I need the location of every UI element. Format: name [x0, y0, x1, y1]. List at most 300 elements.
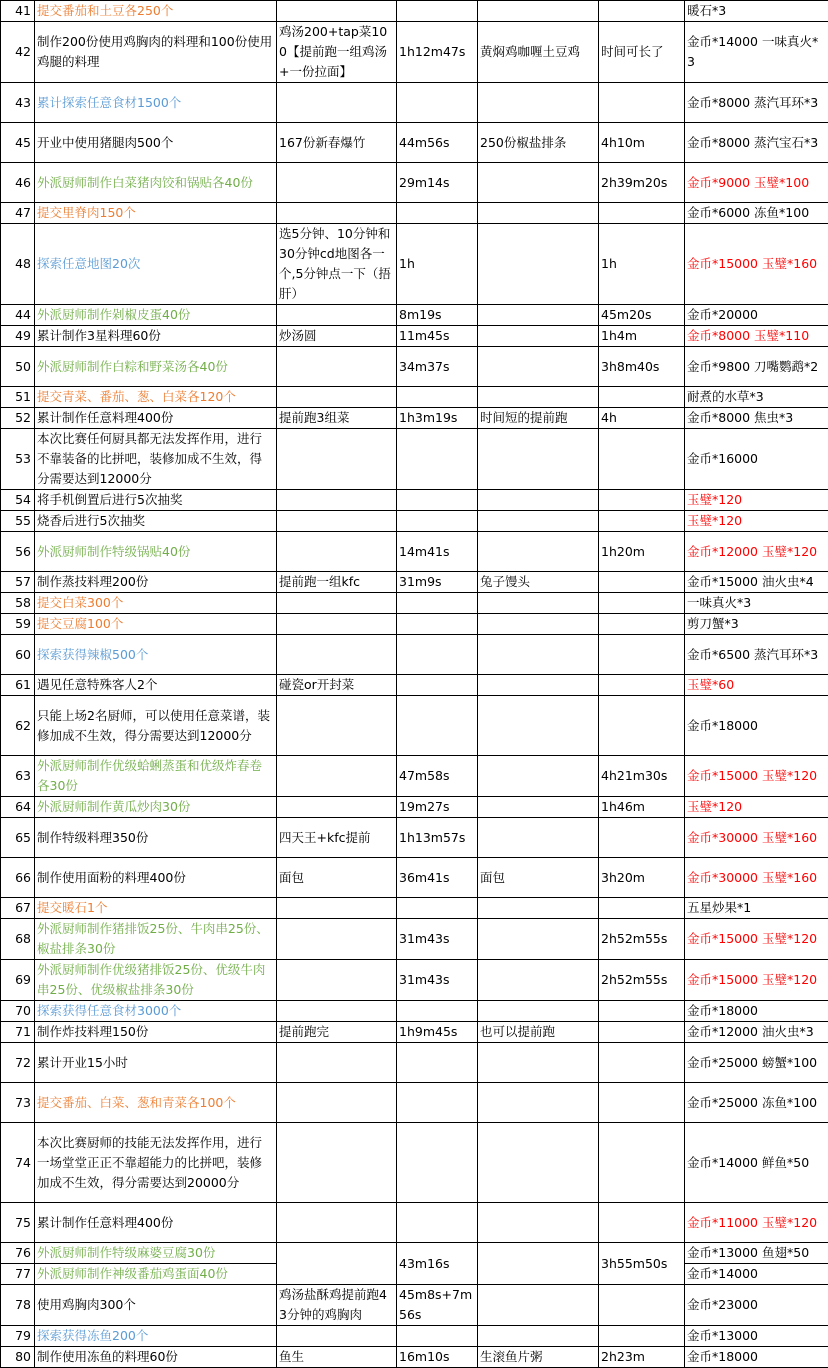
task-reward: 金币*15000 玉璧*160 [685, 224, 828, 305]
task-time-1: 1h12m47s [397, 22, 478, 83]
task-time-1 [397, 898, 478, 919]
task-number: 47 [1, 203, 35, 224]
table-row [1, 305, 828, 326]
task-time-2 [599, 572, 685, 593]
task-number: 52 [1, 408, 35, 429]
task-time-2 [599, 818, 685, 858]
task-time-1: 8m19s [397, 305, 478, 326]
task-reward: 耐煮的水草*3 [685, 387, 828, 408]
task-time-1: 1h13m57s [397, 818, 478, 858]
task-description: 外派厨师制作剁椒皮蛋40份 [35, 305, 277, 326]
task-description: 提交白菜300个 [35, 593, 277, 614]
task-time-1: 31m9s [397, 572, 478, 593]
task-time-2 [599, 1326, 685, 1347]
task-time-2 [599, 593, 685, 614]
task-method [277, 429, 397, 490]
task-method: 选5分钟、10分钟和30分钟cd地图各一个,5分钟点一下（捂肝） [277, 224, 397, 305]
task-description: 外派厨师制作优级猪排饭25份、优级牛肉串25份、优级椒盐排条30份 [35, 960, 277, 1001]
task-reward: 金币*14000 一味真火*3 [685, 22, 828, 83]
task-note [478, 756, 599, 797]
task-number: 41 [1, 1, 35, 22]
task-time-2: 1h20m [599, 532, 685, 572]
task-time-2 [599, 1022, 685, 1043]
task-description: 累计制作3星料理60份 [35, 326, 277, 347]
task-time-2: 2h52m55s [599, 960, 685, 1001]
table-row [1, 532, 828, 572]
task-description: 遇见任意特殊客人2个 [35, 675, 277, 696]
task-time-2: 1h4m [599, 326, 685, 347]
task-number: 43 [1, 83, 35, 123]
task-note [478, 1243, 599, 1285]
task-method: 碰瓷or开封菜 [277, 675, 397, 696]
task-number: 70 [1, 1001, 35, 1022]
task-note [478, 1083, 599, 1123]
task-time-1: 31m43s [397, 919, 478, 960]
task-note [478, 490, 599, 511]
table-row [1, 1043, 828, 1083]
task-time-2 [599, 511, 685, 532]
task-method [277, 490, 397, 511]
task-reward: 金币*25000 螃蟹*100 [685, 1043, 828, 1083]
table-row [1, 163, 828, 203]
task-method [277, 614, 397, 635]
task-note [478, 1043, 599, 1083]
task-description: 外派厨师制作优级蛤蜊蒸蛋和优级炸春卷各30份 [35, 756, 277, 797]
task-number: 80 [1, 1347, 35, 1368]
task-time-1 [397, 1326, 478, 1347]
table-row [1, 123, 828, 163]
task-number: 71 [1, 1022, 35, 1043]
task-time-2: 4h [599, 408, 685, 429]
task-reward: 金币*8000 玉璧*110 [685, 326, 828, 347]
task-time-1: 47m58s [397, 756, 478, 797]
task-method [277, 797, 397, 818]
task-description: 开业中使用猪腿肉500个 [35, 123, 277, 163]
task-reward: 金币*18000 [685, 1001, 828, 1022]
table-row [1, 1001, 828, 1022]
task-number: 46 [1, 163, 35, 203]
task-number: 62 [1, 696, 35, 756]
table-row [1, 1, 828, 22]
task-time-1: 44m56s [397, 123, 478, 163]
task-time-2 [599, 1001, 685, 1022]
task-time-1: 34m37s [397, 347, 478, 387]
task-method [277, 203, 397, 224]
task-number: 61 [1, 675, 35, 696]
task-description: 本次比赛任何厨具都无法发挥作用，进行不靠装备的比拼吧，装修加成不生效，得分需要达到12000分 [35, 429, 277, 490]
task-note: 时间短的提前跑 [478, 408, 599, 429]
task-time-2: 时间可长了 [599, 22, 685, 83]
table-row [1, 387, 828, 408]
task-description: 累计开业15小时 [35, 1043, 277, 1083]
table-row [1, 203, 828, 224]
table-row [1, 347, 828, 387]
task-time-2: 3h55m50s [599, 1243, 685, 1285]
task-method [277, 1, 397, 22]
task-description: 累计探索任意食材1500个 [35, 83, 277, 123]
task-number: 56 [1, 532, 35, 572]
task-time-1 [397, 1203, 478, 1243]
task-time-2 [599, 675, 685, 696]
task-description: 外派厨师制作神级番茄鸡蛋面40份 [35, 1264, 277, 1285]
table-row [1, 224, 828, 305]
task-reward: 金币*25000 冻鱼*100 [685, 1083, 828, 1123]
task-description: 累计制作任意料理400份 [35, 408, 277, 429]
task-note [478, 163, 599, 203]
task-description: 本次比赛厨师的技能无法发挥作用，进行一场堂堂正正不靠超能力的比拼吧，装修加成不生效，得分需要达到20000分 [35, 1123, 277, 1203]
task-reward: 金币*15000 玉璧*120 [685, 960, 828, 1001]
task-reward: 金币*18000 [685, 1347, 828, 1368]
task-time-1: 11m45s [397, 326, 478, 347]
task-method [277, 1203, 397, 1243]
task-number: 42 [1, 22, 35, 83]
task-note [478, 797, 599, 818]
task-number: 60 [1, 635, 35, 675]
task-number: 53 [1, 429, 35, 490]
task-note [478, 818, 599, 858]
table-row [1, 858, 828, 898]
task-time-1: 19m27s [397, 797, 478, 818]
table-row [1, 635, 828, 675]
task-time-2 [599, 1043, 685, 1083]
task-number: 73 [1, 1083, 35, 1123]
task-note [478, 203, 599, 224]
task-number: 58 [1, 593, 35, 614]
task-method [277, 1243, 397, 1285]
task-method: 四天王+kfc提前 [277, 818, 397, 858]
task-time-2 [599, 387, 685, 408]
task-number: 50 [1, 347, 35, 387]
task-description: 提交番茄和土豆各250个 [35, 1, 277, 22]
task-description: 累计制作任意料理400份 [35, 1203, 277, 1243]
task-time-2 [599, 83, 685, 123]
task-number: 63 [1, 756, 35, 797]
task-description: 探索获得任意食材3000个 [35, 1001, 277, 1022]
task-method [277, 347, 397, 387]
task-note [478, 898, 599, 919]
task-reward: 金币*12000 油火虫*3 [685, 1022, 828, 1043]
task-number: 57 [1, 572, 35, 593]
task-note [478, 387, 599, 408]
task-note: 250份椒盐排条 [478, 123, 599, 163]
task-time-1 [397, 1043, 478, 1083]
task-reward: 金币*20000 [685, 305, 828, 326]
task-reward: 暖石*3 [685, 1, 828, 22]
task-description: 烧香后进行5次抽奖 [35, 511, 277, 532]
task-time-2: 45m20s [599, 305, 685, 326]
task-time-1 [397, 1083, 478, 1123]
task-time-2 [599, 614, 685, 635]
task-reward: 金币*11000 玉璧*120 [685, 1203, 828, 1243]
task-note [478, 675, 599, 696]
task-description: 制作炸技料理150份 [35, 1022, 277, 1043]
task-number: 51 [1, 387, 35, 408]
task-reward: 金币*30000 玉璧*160 [685, 858, 828, 898]
task-note [478, 593, 599, 614]
task-reward: 金币*8000 焦虫*3 [685, 408, 828, 429]
table-row [1, 572, 828, 593]
task-description: 外派厨师制作猪排饭25份、牛肉串25份、椒盐排条30份 [35, 919, 277, 960]
task-description: 只能上场2名厨师，可以使用任意菜谱，装修加成不生效，得分需要达到12000分 [35, 696, 277, 756]
task-time-2: 1h46m [599, 797, 685, 818]
task-description: 外派厨师制作特级麻婆豆腐30份 [35, 1243, 277, 1264]
task-number: 75 [1, 1203, 35, 1243]
task-time-2: 4h21m30s [599, 756, 685, 797]
task-method: 面包 [277, 858, 397, 898]
task-reward: 金币*16000 [685, 429, 828, 490]
task-time-2 [599, 1203, 685, 1243]
table-row [1, 675, 828, 696]
task-reward: 玉璧*120 [685, 490, 828, 511]
task-number: 72 [1, 1043, 35, 1083]
task-method [277, 898, 397, 919]
task-method [277, 1123, 397, 1203]
task-note [478, 960, 599, 1001]
task-description: 制作200份使用鸡胸肉的料理和100份使用鸡腿的料理 [35, 22, 277, 83]
task-number: 78 [1, 1285, 35, 1326]
task-note [478, 1285, 599, 1326]
table-row [1, 1285, 828, 1326]
task-time-1: 1h3m19s [397, 408, 478, 429]
task-time-1: 31m43s [397, 960, 478, 1001]
task-method [277, 305, 397, 326]
task-number: 54 [1, 490, 35, 511]
task-time-1 [397, 614, 478, 635]
task-method [277, 919, 397, 960]
task-reward: 金币*13000 [685, 1326, 828, 1347]
task-note [478, 511, 599, 532]
task-note [478, 347, 599, 387]
task-number: 45 [1, 123, 35, 163]
task-number: 69 [1, 960, 35, 1001]
task-note [478, 635, 599, 675]
table-row [1, 1083, 828, 1123]
task-reward: 一味真火*3 [685, 593, 828, 614]
task-method [277, 635, 397, 675]
task-description: 制作使用冻鱼的料理60份 [35, 1347, 277, 1368]
task-method [277, 756, 397, 797]
task-number: 48 [1, 224, 35, 305]
task-note [478, 1203, 599, 1243]
task-method [277, 696, 397, 756]
task-reward: 金币*15000 玉璧*120 [685, 756, 828, 797]
task-reward: 玉璧*120 [685, 511, 828, 532]
task-description: 制作使用面粉的料理400份 [35, 858, 277, 898]
task-note [478, 1123, 599, 1203]
task-method: 炒汤圆 [277, 326, 397, 347]
task-description: 提交青菜、番茄、葱、白菜各120个 [35, 387, 277, 408]
task-method: 提前跑完 [277, 1022, 397, 1043]
table-row [1, 696, 828, 756]
task-description: 提交番茄、白菜、葱和青菜各100个 [35, 1083, 277, 1123]
task-method: 鱼生 [277, 1347, 397, 1368]
task-method: 鸡汤200+tap菜100【提前跑一组鸡汤+一份拉面】 [277, 22, 397, 83]
table-row [1, 797, 828, 818]
task-description: 制作蒸技料理200份 [35, 572, 277, 593]
task-time-1 [397, 696, 478, 756]
task-time-1 [397, 387, 478, 408]
task-reward: 剪刀蟹*3 [685, 614, 828, 635]
task-number: 68 [1, 919, 35, 960]
table-row [1, 1347, 828, 1368]
task-note [478, 532, 599, 572]
task-note: 生滚鱼片粥 [478, 1347, 599, 1368]
task-time-2: 2h23m [599, 1347, 685, 1368]
table-row [1, 614, 828, 635]
task-number: 79 [1, 1326, 35, 1347]
task-reward: 金币*23000 [685, 1285, 828, 1326]
task-note [478, 305, 599, 326]
task-number: 55 [1, 511, 35, 532]
task-time-1 [397, 490, 478, 511]
task-note [478, 1001, 599, 1022]
task-method [277, 593, 397, 614]
task-reward: 金币*15000 油火虫*4 [685, 572, 828, 593]
task-number: 76 [1, 1243, 35, 1264]
task-description: 外派厨师制作白菜猪肉饺和锅贴各40份 [35, 163, 277, 203]
task-note: 面包 [478, 858, 599, 898]
task-description: 制作特级料理350份 [35, 818, 277, 858]
task-time-1 [397, 593, 478, 614]
task-time-2 [599, 203, 685, 224]
table-row [1, 593, 828, 614]
task-note: 也可以提前跑 [478, 1022, 599, 1043]
task-method: 提前跑一组kfc [277, 572, 397, 593]
task-time-1 [397, 1123, 478, 1203]
task-time-1 [397, 83, 478, 123]
task-reward: 金币*30000 玉璧*160 [685, 818, 828, 858]
table-row [1, 511, 828, 532]
table-row [1, 1123, 828, 1203]
table-row [1, 1243, 828, 1264]
task-description: 外派厨师制作特级锅贴40份 [35, 532, 277, 572]
table-row [1, 919, 828, 960]
task-note [478, 326, 599, 347]
task-time-1 [397, 203, 478, 224]
table-row [1, 326, 828, 347]
task-time-1 [397, 429, 478, 490]
task-note [478, 224, 599, 305]
task-number: 66 [1, 858, 35, 898]
task-method: 鸡汤盐酥鸡提前跑43分钟的鸡胸肉 [277, 1285, 397, 1326]
task-method [277, 387, 397, 408]
table-row [1, 490, 828, 511]
task-time-1 [397, 1001, 478, 1022]
task-time-2: 3h8m40s [599, 347, 685, 387]
task-method [277, 163, 397, 203]
task-time-2 [599, 1, 685, 22]
task-reward: 金币*13000 鱼翅*50 [685, 1243, 828, 1264]
table-row [1, 83, 828, 123]
task-reward: 金币*9000 玉璧*100 [685, 163, 828, 203]
task-time-2 [599, 429, 685, 490]
table-row [1, 408, 828, 429]
task-method [277, 960, 397, 1001]
task-table-body [1, 1, 828, 1368]
table-row [1, 756, 828, 797]
task-time-2: 2h39m20s [599, 163, 685, 203]
task-time-1 [397, 1, 478, 22]
task-time-2: 1h [599, 224, 685, 305]
task-note [478, 429, 599, 490]
table-row [1, 1022, 828, 1043]
task-reward: 五星炒果*1 [685, 898, 828, 919]
table-row [1, 818, 828, 858]
task-note [478, 614, 599, 635]
task-time-1: 1h9m45s [397, 1022, 478, 1043]
task-description: 使用鸡胸肉300个 [35, 1285, 277, 1326]
task-method [277, 532, 397, 572]
task-reward: 金币*14000 [685, 1264, 828, 1285]
task-time-2 [599, 898, 685, 919]
task-note: 兔子馒头 [478, 572, 599, 593]
task-method [277, 83, 397, 123]
task-time-2 [599, 490, 685, 511]
task-time-1: 36m41s [397, 858, 478, 898]
task-reward: 金币*12000 玉璧*120 [685, 532, 828, 572]
task-reward: 金币*15000 玉璧*120 [685, 919, 828, 960]
task-note [478, 696, 599, 756]
task-time-2 [599, 635, 685, 675]
task-reward: 玉璧*60 [685, 675, 828, 696]
table-row [1, 1326, 828, 1347]
task-method [277, 1043, 397, 1083]
task-number: 64 [1, 797, 35, 818]
task-description: 探索获得冻鱼200个 [35, 1326, 277, 1347]
task-reward: 金币*9800 刀嘴鹦鹉*2 [685, 347, 828, 387]
task-number: 74 [1, 1123, 35, 1203]
task-time-1 [397, 675, 478, 696]
task-description: 外派厨师制作黄瓜炒肉30份 [35, 797, 277, 818]
task-number: 44 [1, 305, 35, 326]
task-description: 提交豆腐100个 [35, 614, 277, 635]
task-note: 黄焖鸡咖喱土豆鸡 [478, 22, 599, 83]
task-time-2: 4h10m [599, 123, 685, 163]
table-row [1, 1203, 828, 1243]
task-reward: 金币*8000 蒸汽耳环*3 [685, 83, 828, 123]
table-row [1, 22, 828, 83]
task-reward: 金币*6000 冻鱼*100 [685, 203, 828, 224]
task-time-2 [599, 1285, 685, 1326]
task-time-1 [397, 511, 478, 532]
task-number: 49 [1, 326, 35, 347]
task-time-1: 14m41s [397, 532, 478, 572]
task-time-2 [599, 696, 685, 756]
task-number: 65 [1, 818, 35, 858]
task-time-2: 3h20m [599, 858, 685, 898]
task-method: 提前跑3组菜 [277, 408, 397, 429]
task-reward: 玉璧*120 [685, 797, 828, 818]
task-reward: 金币*8000 蒸汽宝石*3 [685, 123, 828, 163]
task-note [478, 1, 599, 22]
task-time-1: 1h [397, 224, 478, 305]
table-row [1, 960, 828, 1001]
task-time-1 [397, 635, 478, 675]
task-note [478, 919, 599, 960]
task-description: 探索任意地图20次 [35, 224, 277, 305]
task-reward: 金币*6500 蒸汽耳环*3 [685, 635, 828, 675]
task-method [277, 511, 397, 532]
task-number: 59 [1, 614, 35, 635]
task-method: 167份新春爆竹 [277, 123, 397, 163]
task-time-1: 29m14s [397, 163, 478, 203]
task-time-2 [599, 1123, 685, 1203]
table-row [1, 429, 828, 490]
task-note [478, 1326, 599, 1347]
task-time-1: 43m16s [397, 1243, 478, 1285]
task-time-1: 45m8s+7m56s [397, 1285, 478, 1326]
task-time-2 [599, 1083, 685, 1123]
